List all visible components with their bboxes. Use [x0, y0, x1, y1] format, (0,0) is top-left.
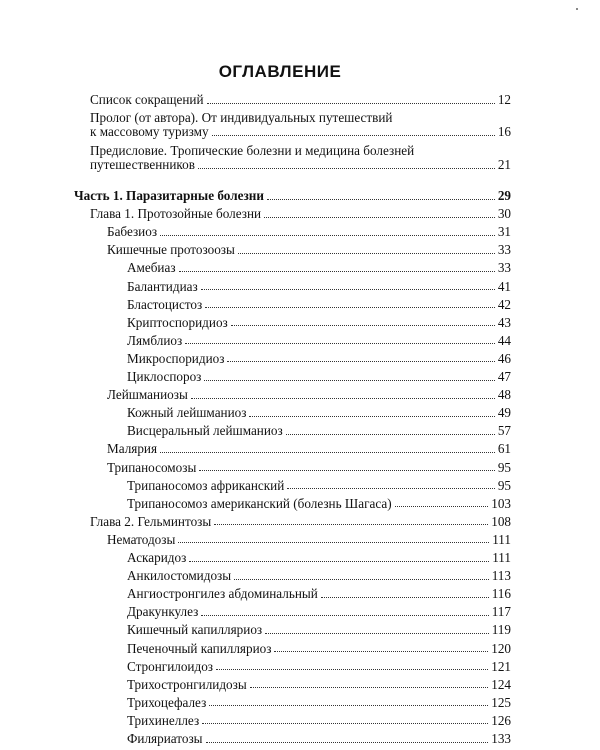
toc-page-number: 119 [491, 622, 511, 638]
dot-leader [267, 199, 495, 200]
toc-entry[interactable] [107, 243, 511, 258]
dot-leader [204, 380, 494, 381]
corner-speck [576, 8, 578, 10]
toc-entry-text: Трипаносомозы [107, 459, 197, 475]
toc-entry[interactable] [127, 261, 511, 276]
toc-entry-text: Лейшманиозы [107, 387, 188, 403]
toc-entry[interactable] [90, 207, 511, 222]
toc-page-number: 29 [497, 188, 511, 203]
dot-leader [264, 217, 495, 218]
toc-entry-text: путешественников [90, 157, 195, 172]
dot-leader [227, 361, 494, 362]
dot-leader [238, 253, 495, 254]
toc-entry-text: Ангиостронгилез абдоминальный [127, 586, 318, 602]
dot-leader [287, 488, 495, 489]
dot-leader [286, 434, 495, 435]
toc-page-number: 113 [491, 568, 511, 584]
dot-leader [265, 633, 489, 634]
toc-entry[interactable] [127, 316, 511, 331]
toc-page-number: 117 [491, 604, 511, 620]
dot-leader [231, 325, 495, 326]
toc-entry[interactable] [127, 623, 511, 638]
toc-page-number: 21 [497, 157, 511, 172]
dot-leader [202, 723, 488, 724]
dot-leader [160, 452, 495, 453]
toc-entry[interactable] [127, 678, 511, 693]
toc-entry[interactable] [107, 533, 511, 548]
toc-entry-text: Балантидиаз [127, 278, 198, 294]
toc-entry-text: Лямблиоз [127, 332, 183, 348]
dot-leader [234, 579, 489, 580]
toc-page-number: 120 [491, 640, 511, 656]
toc-entry[interactable] [127, 479, 511, 494]
toc-page-number: 57 [497, 423, 511, 439]
toc-page-number: 44 [497, 332, 511, 348]
toc-page-number: 126 [491, 712, 511, 728]
toc-entry[interactable] [127, 569, 511, 584]
toc-entry[interactable] [107, 442, 511, 457]
toc-entry-text: Кишечные протозоозы [107, 242, 235, 258]
dot-leader [214, 524, 488, 525]
toc-entry-text: Часть 1. Паразитарные болезни [74, 188, 264, 203]
toc-entry-text: Бластоцистоз [127, 296, 203, 312]
toc-page-number: 42 [497, 296, 511, 312]
toc-entry-preface-line1[interactable]: Предисловие. Тропические болезни и медицина болезней [90, 143, 415, 158]
toc-page-number: 121 [491, 658, 511, 674]
toc-entry[interactable] [107, 225, 511, 240]
toc-entry-text: Кишечный капилляриоз [127, 622, 263, 638]
toc-entry[interactable] [127, 497, 511, 512]
toc-page-number: 43 [497, 314, 511, 330]
toc-page-number: 124 [491, 676, 511, 692]
toc-entry[interactable] [127, 605, 511, 620]
toc-page-number: 108 [491, 513, 511, 529]
toc-entry-text: Трихостронгилидозы [127, 676, 247, 692]
toc-page-number: 95 [497, 477, 511, 493]
dot-leader [249, 416, 494, 417]
dot-leader [201, 615, 488, 616]
dot-leader [201, 289, 495, 290]
toc-entry[interactable] [74, 189, 511, 204]
toc-page-number: 95 [497, 459, 511, 475]
toc-entry-text: Трипаносомоз африканский [127, 477, 285, 493]
toc-page-number: 49 [497, 405, 511, 421]
toc-entry[interactable] [127, 334, 511, 349]
toc-entry-text: Дракункулез [127, 604, 199, 620]
toc-entry[interactable] [127, 406, 511, 421]
toc-entry-text: Филяриатозы [127, 731, 203, 746]
toc-page-number: 33 [497, 242, 511, 258]
dot-leader [198, 168, 495, 169]
dot-leader [395, 506, 489, 507]
dot-leader [179, 271, 495, 272]
toc-page-number: 46 [497, 350, 511, 366]
toc-entry[interactable] [90, 515, 511, 530]
toc-entry-text: Анкилостомидозы [127, 568, 232, 584]
dot-leader [199, 470, 495, 471]
toc-entry-text: Криптоспоридиоз [127, 314, 228, 330]
toc-entry-text: Амебиаз [127, 260, 176, 276]
toc-page-number: 61 [497, 441, 511, 457]
toc-entry-prologue-line1[interactable]: Пролог (от автора). От индивидуальных путешествий [90, 110, 393, 125]
toc-entry-text: Трихоцефалез [127, 694, 207, 710]
dot-leader [185, 343, 495, 344]
toc-entry[interactable] [127, 298, 511, 313]
toc-entry-text: Малярия [107, 441, 158, 457]
toc-entry-text: Трипаносомоз американский (болезнь Шагаса) [127, 495, 392, 511]
dot-leader [321, 597, 489, 598]
toc-entry[interactable] [127, 714, 511, 729]
toc-entry-preface[interactable] [90, 158, 511, 173]
dot-leader [191, 398, 495, 399]
toc-entry-text: Висцеральный лейшманиоз [127, 423, 283, 439]
toc-entry-prologue[interactable] [90, 125, 511, 140]
dot-leader [274, 651, 488, 652]
toc-page-number: 30 [497, 206, 511, 222]
toc-entry-text: Глава 2. Гельминтозы [90, 513, 212, 529]
dot-leader [178, 542, 489, 543]
toc-page-number: 16 [497, 124, 511, 139]
toc-entry-text: Список сокращений [90, 92, 204, 107]
dot-leader [206, 742, 489, 743]
toc-entry-text: Аскаридоз [127, 550, 187, 565]
toc-page-number: 125 [491, 694, 511, 710]
toc-entry-text: Трихинеллез [127, 712, 200, 728]
toc-entry[interactable] [127, 280, 511, 295]
toc-entry[interactable] [127, 352, 511, 367]
toc-entry-text: Микроспоридиоз [127, 350, 225, 366]
toc-entry[interactable] [127, 732, 511, 747]
toc-page-number: 33 [497, 260, 511, 276]
toc-entry[interactable] [127, 696, 511, 711]
dot-leader [207, 103, 495, 104]
toc-entry-text: Печеночный капилляриоз [127, 640, 272, 656]
toc-entry[interactable] [107, 388, 511, 403]
toc-entry-text: Циклоспороз [127, 369, 202, 384]
toc-page-number: 111 [492, 531, 511, 547]
dot-leader [205, 307, 495, 308]
toc-page-number: 31 [497, 224, 511, 240]
toc-entry[interactable] [127, 424, 511, 439]
toc-entry[interactable] [127, 587, 511, 602]
dot-leader [212, 135, 495, 136]
toc-page-number: 12 [497, 92, 511, 107]
toc-page-number: 116 [491, 586, 511, 602]
toc-page-number: 48 [497, 387, 511, 403]
dot-leader [250, 687, 489, 688]
toc-page-number: 133 [491, 731, 511, 746]
dot-leader [189, 561, 489, 562]
toc-page-number: 47 [497, 369, 511, 384]
toc-entry-text: Кожный лейшманиоз [127, 405, 247, 421]
dot-leader [209, 705, 488, 706]
page-title: ОГЛАВЛЕНИЕ [218, 62, 342, 81]
toc-entry[interactable] [127, 660, 511, 675]
dot-leader [160, 235, 495, 236]
toc-entry[interactable] [107, 461, 511, 476]
dot-leader [216, 669, 488, 670]
toc-entry[interactable] [127, 370, 511, 385]
toc-page-number: 111 [492, 550, 511, 565]
toc-entry-text: Стронгилоидоз [127, 658, 214, 674]
toc-entry-text: к массовому туризму [90, 124, 209, 139]
toc-entry-text: Глава 1. Протозойные болезни [90, 206, 262, 222]
toc-page-number: 103 [491, 495, 511, 511]
toc-entry[interactable] [127, 642, 511, 657]
toc-entry-text: Нематодозы [107, 531, 176, 547]
toc-entry-text: Бабезиоз [107, 224, 158, 240]
toc-page-number: 41 [497, 278, 511, 294]
toc-entry-abbreviations[interactable] [90, 93, 511, 108]
toc-entry[interactable] [127, 551, 511, 566]
